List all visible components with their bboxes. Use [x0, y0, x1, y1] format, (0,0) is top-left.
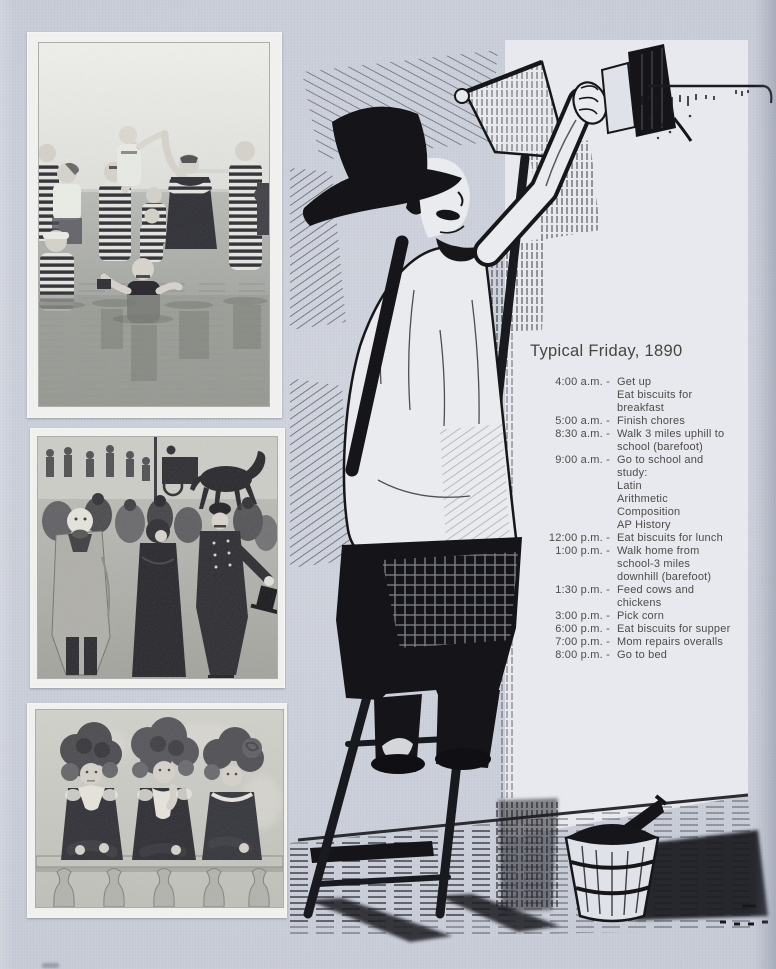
- schedule-entry: [513, 428, 757, 454]
- schedule-time: 3:00 p.m. -: [555, 610, 610, 622]
- schedule-activity-line: Feed cows and: [617, 584, 695, 596]
- schedule-activity: [617, 454, 703, 532]
- schedule-activity-line: Eat biscuits for lunch: [617, 532, 723, 544]
- photo-frame-street: [30, 428, 285, 688]
- schedule-time: 7:00 p.m. -: [555, 636, 610, 648]
- schedule-entry: [513, 545, 757, 584]
- schedule-activity-line: Finish chores: [617, 415, 686, 427]
- schedule-activity-line: chickens: [617, 597, 662, 609]
- schedule-activity-line: Pick corn: [617, 610, 665, 622]
- schedule-activity-line: downhill (barefoot): [617, 571, 712, 583]
- schedule-activity-line: school (barefoot): [617, 441, 703, 453]
- schedule-activity-line: Go to bed: [617, 649, 668, 661]
- schedule-activity: [617, 376, 692, 415]
- schedule-list: [513, 376, 757, 662]
- schedule-activity-line: breakfast: [617, 402, 665, 414]
- schedule-entry: [513, 415, 757, 428]
- schedule-activity: [617, 649, 667, 662]
- schedule-time: 8:00 p.m. -: [555, 649, 610, 661]
- schedule-time: 12:00 p.m. -: [548, 532, 610, 544]
- schedule-activity-line: Go to school and: [617, 454, 704, 466]
- overalls: [336, 537, 522, 772]
- schedule-entry: [513, 636, 757, 649]
- page-number-smudge: [42, 963, 59, 968]
- schedule-time: 4:00 a.m. -: [555, 376, 610, 388]
- schedule-activity: [617, 636, 723, 649]
- schedule-activity: [617, 545, 711, 584]
- schedule-time: 5:00 a.m. -: [555, 415, 610, 427]
- schedule-activity-line: Mom repairs overalls: [617, 636, 724, 648]
- schedule-title: Typical Friday, 1890: [530, 342, 683, 360]
- schedule-activity-line: Arithmetic: [617, 493, 668, 505]
- page-left-edge: [0, 0, 14, 969]
- schedule-entry: [513, 584, 757, 610]
- photo-frame-girls: [27, 703, 287, 918]
- schedule-time: 8:30 a.m. -: [555, 428, 610, 440]
- page-right-edge: [754, 0, 776, 969]
- schedule-activity-line: Walk home from: [617, 545, 700, 557]
- schedule-activity-line: AP History: [617, 519, 671, 531]
- schedule-entry: [513, 623, 757, 636]
- schedule-activity-line: Eat biscuits for supper: [617, 623, 731, 635]
- schedule-activity: [617, 532, 723, 545]
- schedule-activity-line: Get up: [617, 376, 652, 388]
- three-girls-photo: [36, 710, 283, 907]
- daily-schedule: [513, 342, 757, 662]
- schedule-activity: [617, 610, 664, 623]
- schedule-time: 6:00 p.m. -: [555, 623, 610, 635]
- schedule-activity: [617, 584, 694, 610]
- street-scene-photo: [38, 437, 277, 678]
- schedule-activity: [617, 623, 730, 636]
- schedule-entry: [513, 610, 757, 623]
- schedule-activity: [617, 415, 685, 428]
- photo-frame-beach: [27, 32, 282, 418]
- schedule-activity-line: school-3 miles: [617, 558, 691, 570]
- schedule-entry: [513, 532, 757, 545]
- schedule-time: 1:00 p.m. -: [555, 545, 610, 557]
- schedule-time: 1:30 p.m. -: [555, 584, 610, 596]
- schedule-time: 9:00 a.m. -: [555, 454, 610, 466]
- schedule-activity-line: Walk 3 miles uphill to: [617, 428, 725, 440]
- beach-bathers-photo: [39, 43, 269, 406]
- schedule-activity-line: study:: [617, 467, 648, 479]
- schedule-entry: [513, 376, 757, 415]
- schedule-activity-line: Latin: [617, 480, 642, 492]
- schedule-entry: [513, 649, 757, 662]
- schedule-entry: [513, 454, 757, 532]
- schedule-activity: [617, 428, 724, 454]
- schedule-activity-line: Eat biscuits for: [617, 389, 693, 401]
- schedule-activity-line: Composition: [617, 506, 681, 518]
